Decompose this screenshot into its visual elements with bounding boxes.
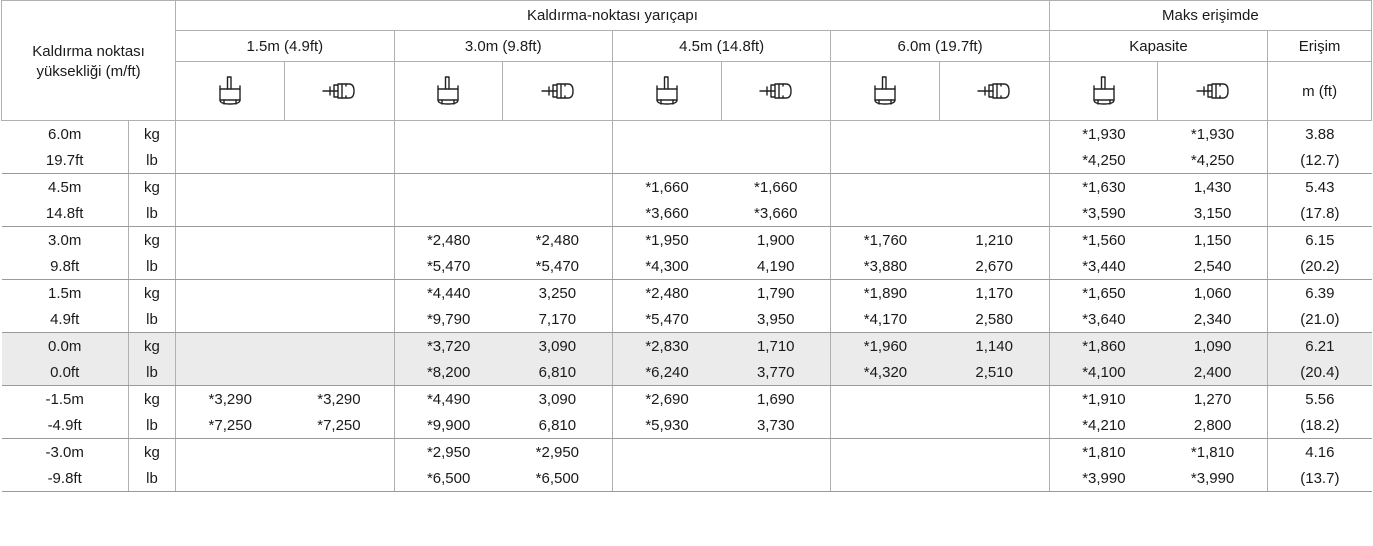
capacity-cell [831,174,940,201]
capacity-cell: 2,400 [1158,359,1268,386]
capacity-cell: *1,860 [1049,333,1158,360]
radius-header-2: 3.0m (9.8ft) [394,31,612,62]
over-side-icon [977,80,1011,102]
capacity-cell: *2,950 [394,439,503,466]
capacity-cell [284,306,394,333]
capacity-cell [176,359,285,386]
capacity-cell: 4,190 [721,253,831,280]
capacity-cell: *4,170 [831,306,940,333]
capacity-cell [503,200,613,227]
capacity-cell: *2,480 [394,227,503,254]
capacity-cell: 1,140 [940,333,1050,360]
capacity-cell [612,147,721,174]
capacity-cell: *4,100 [1049,359,1158,386]
unit-cell: kg [128,227,175,254]
lift-height-cell: 0.0m [2,333,129,360]
capacity-cell: *2,690 [612,386,721,413]
capacity-cell [940,200,1050,227]
unit-cell: lb [128,359,175,386]
capacity-cell: *4,490 [394,386,503,413]
capacity-cell: *1,910 [1049,386,1158,413]
unit-cell: lb [128,412,175,439]
capacity-cell [394,147,503,174]
reach-cell: (20.2) [1268,253,1372,280]
capacity-cell [284,333,394,360]
table-row [2,439,1372,466]
capacity-cell: *1,950 [612,227,721,254]
icon-header-cell [503,62,613,121]
table-row [2,412,1372,439]
capacity-cell [721,121,831,148]
reach-cell: (18.2) [1268,412,1372,439]
over-side-icon [541,80,575,102]
reach-cell: 5.43 [1268,174,1372,201]
table-row [2,227,1372,254]
capacity-cell: 1,060 [1158,280,1268,307]
lift-height-cell: -4.9ft [2,412,129,439]
capacity-cell [176,227,285,254]
capacity-cell: *9,900 [394,412,503,439]
table-row [2,386,1372,413]
over-front-icon [435,76,461,106]
capacity-cell [284,147,394,174]
unit-cell: kg [128,280,175,307]
table-row [2,121,1372,148]
capacity-cell: *1,810 [1158,439,1268,466]
capacity-cell: *5,470 [503,253,613,280]
capacity-cell [394,121,503,148]
capacity-cell: 3,730 [721,412,831,439]
unit-cell: lb [128,147,175,174]
capacity-cell: *4,250 [1049,147,1158,174]
capacity-cell [940,147,1050,174]
capacity-cell: *1,650 [1049,280,1158,307]
over-front-icon [872,76,898,106]
capacity-cell: 2,540 [1158,253,1268,280]
lift-height-cell: 6.0m [2,121,129,148]
capacity-cell: *1,960 [831,333,940,360]
capacity-cell: *1,560 [1049,227,1158,254]
capacity-cell [176,174,285,201]
reach-cell: (12.7) [1268,147,1372,174]
lift-height-cell: 1.5m [2,280,129,307]
capacity-cell: *4,210 [1049,412,1158,439]
capacity-cell: 2,340 [1158,306,1268,333]
lift-height-cell: 4.5m [2,174,129,201]
reach-cell: 3.88 [1268,121,1372,148]
icon-header-cell [1158,62,1268,121]
table-row [2,280,1372,307]
lift-height-cell: -1.5m [2,386,129,413]
capacity-cell: *1,930 [1049,121,1158,148]
capacity-cell: 3,150 [1158,200,1268,227]
capacity-cell: *3,290 [284,386,394,413]
capacity-cell [940,439,1050,466]
lift-height-header: Kaldırma noktası yüksekliği (m/ft) [2,1,176,121]
icon-header-cell [612,62,721,121]
capacity-cell [284,280,394,307]
capacity-cell: 1,210 [940,227,1050,254]
capacity-cell: *1,660 [612,174,721,201]
reach-cell: (21.0) [1268,306,1372,333]
reach-header: Erişim [1268,31,1372,62]
table-row [2,147,1372,174]
lift-height-cell: 4.9ft [2,306,129,333]
capacity-cell [284,121,394,148]
capacity-cell [394,174,503,201]
capacity-cell: *6,500 [503,465,613,492]
capacity-cell: *3,440 [1049,253,1158,280]
reach-cell: (17.8) [1268,200,1372,227]
capacity-cell: *1,630 [1049,174,1158,201]
capacity-cell: 2,510 [940,359,1050,386]
capacity-cell: 2,670 [940,253,1050,280]
capacity-cell: *3,660 [721,200,831,227]
unit-cell: lb [128,465,175,492]
capacity-cell [940,465,1050,492]
table-row [2,333,1372,360]
capacity-cell [503,174,613,201]
capacity-cell [284,200,394,227]
capacity-cell: 1,690 [721,386,831,413]
reach-cell: 6.21 [1268,333,1372,360]
table-row [2,359,1372,386]
unit-cell: lb [128,200,175,227]
unit-cell: kg [128,121,175,148]
capacity-cell: 1,790 [721,280,831,307]
capacity-cell [284,227,394,254]
capacity-cell: 1,150 [1158,227,1268,254]
lift-capacity-table [1,0,1372,492]
reach-unit-header: m (ft) [1268,62,1372,121]
lift-height-cell: -9.8ft [2,465,129,492]
unit-cell: kg [128,333,175,360]
capacity-cell [721,147,831,174]
capacity-cell [612,465,721,492]
capacity-cell [612,439,721,466]
capacity-cell: *1,810 [1049,439,1158,466]
table-row [2,306,1372,333]
capacity-cell: *3,720 [394,333,503,360]
capacity-cell [940,386,1050,413]
capacity-cell [176,253,285,280]
reach-cell: (20.4) [1268,359,1372,386]
capacity-cell: *2,480 [503,227,613,254]
capacity-cell [176,200,285,227]
capacity-cell [176,306,285,333]
capacity-cell: 2,580 [940,306,1050,333]
icon-header-cell [394,62,503,121]
capacity-cell [176,333,285,360]
capacity-cell: 1,710 [721,333,831,360]
over-side-icon [1196,80,1230,102]
table-row [2,200,1372,227]
capacity-cell: *3,660 [612,200,721,227]
capacity-cell [831,465,940,492]
capacity-cell [831,147,940,174]
capacity-cell: *4,300 [612,253,721,280]
lift-height-cell: 0.0ft [2,359,129,386]
capacity-cell: *8,200 [394,359,503,386]
capacity-cell [176,121,285,148]
capacity-cell: *4,250 [1158,147,1268,174]
reach-cell: 6.15 [1268,227,1372,254]
capacity-cell: 3,090 [503,386,613,413]
capacity-cell: *3,990 [1158,465,1268,492]
unit-cell: kg [128,439,175,466]
capacity-cell [176,147,285,174]
lift-height-cell: 19.7ft [2,147,129,174]
capacity-cell: *3,880 [831,253,940,280]
capacity-cell [284,174,394,201]
table-row [2,253,1372,280]
capacity-cell: 7,170 [503,306,613,333]
capacity-cell: *6,240 [612,359,721,386]
max-reach-header: Maks erişimde [1049,1,1371,31]
capacity-cell [831,200,940,227]
capacity-cell: 3,770 [721,359,831,386]
capacity-cell: 3,090 [503,333,613,360]
capacity-cell: *4,320 [831,359,940,386]
capacity-cell: 2,800 [1158,412,1268,439]
capacity-cell: *3,640 [1049,306,1158,333]
over-side-icon [759,80,793,102]
capacity-cell: *2,830 [612,333,721,360]
unit-cell: kg [128,386,175,413]
radius-header-3: 4.5m (14.8ft) [612,31,830,62]
capacity-cell: 3,950 [721,306,831,333]
capacity-cell: *6,500 [394,465,503,492]
table-body [2,121,1372,492]
unit-cell: lb [128,306,175,333]
icon-header-cell [176,62,285,121]
capacity-cell [940,412,1050,439]
capacity-cell: *3,990 [1049,465,1158,492]
capacity-cell [284,359,394,386]
unit-cell: lb [128,253,175,280]
capacity-cell [176,280,285,307]
capacity-cell [831,412,940,439]
radius-header-4: 6.0m (19.7ft) [831,31,1049,62]
capacity-cell [503,121,613,148]
capacity-cell: *5,470 [394,253,503,280]
icon-header-cell [831,62,940,121]
capacity-cell: *5,930 [612,412,721,439]
capacity-cell: 1,170 [940,280,1050,307]
capacity-cell: *7,250 [176,412,285,439]
capacity-cell: *2,480 [612,280,721,307]
capacity-cell [721,439,831,466]
reach-cell: 6.39 [1268,280,1372,307]
capacity-cell: 1,430 [1158,174,1268,201]
reach-cell: 4.16 [1268,439,1372,466]
icon-header-cell [284,62,394,121]
capacity-cell: *1,890 [831,280,940,307]
capacity-cell [831,386,940,413]
capacity-cell [831,121,940,148]
lift-height-cell: 3.0m [2,227,129,254]
capacity-cell: 6,810 [503,359,613,386]
unit-cell: kg [128,174,175,201]
radius-header-1: 1.5m (4.9ft) [176,31,394,62]
over-front-icon [654,76,680,106]
capacity-cell: *5,470 [612,306,721,333]
capacity-cell [284,439,394,466]
capacity-cell: *1,930 [1158,121,1268,148]
icon-header-cell [940,62,1050,121]
capacity-cell: *7,250 [284,412,394,439]
reach-cell: (13.7) [1268,465,1372,492]
capacity-cell: 1,090 [1158,333,1268,360]
capacity-cell: *4,440 [394,280,503,307]
capacity-cell [503,147,613,174]
lift-height-cell: 14.8ft [2,200,129,227]
capacity-cell [284,465,394,492]
capacity-cell: *3,290 [176,386,285,413]
capacity-cell: *1,760 [831,227,940,254]
over-front-icon [217,76,243,106]
capacity-cell [176,465,285,492]
capacity-cell [394,200,503,227]
capacity-cell: *9,790 [394,306,503,333]
icon-header-cell [1049,62,1158,121]
capacity-cell [721,465,831,492]
capacity-cell: *3,590 [1049,200,1158,227]
table-row [2,465,1372,492]
icon-header-cell [721,62,831,121]
capacity-cell: 6,810 [503,412,613,439]
capacity-cell [940,121,1050,148]
capacity-header: Kapasite [1049,31,1267,62]
capacity-cell: 3,250 [503,280,613,307]
capacity-cell [284,253,394,280]
capacity-cell [612,121,721,148]
capacity-cell [940,174,1050,201]
table-row [2,174,1372,201]
capacity-cell: 1,900 [721,227,831,254]
capacity-cell: *1,660 [721,174,831,201]
capacity-cell [176,439,285,466]
capacity-cell [831,439,940,466]
over-front-icon [1091,76,1117,106]
lift-height-cell: -3.0m [2,439,129,466]
over-side-icon [322,80,356,102]
reach-cell: 5.56 [1268,386,1372,413]
lift-height-cell: 9.8ft [2,253,129,280]
capacity-cell: 1,270 [1158,386,1268,413]
radius-group-header: Kaldırma-noktası yarıçapı [176,1,1050,31]
capacity-cell: *2,950 [503,439,613,466]
